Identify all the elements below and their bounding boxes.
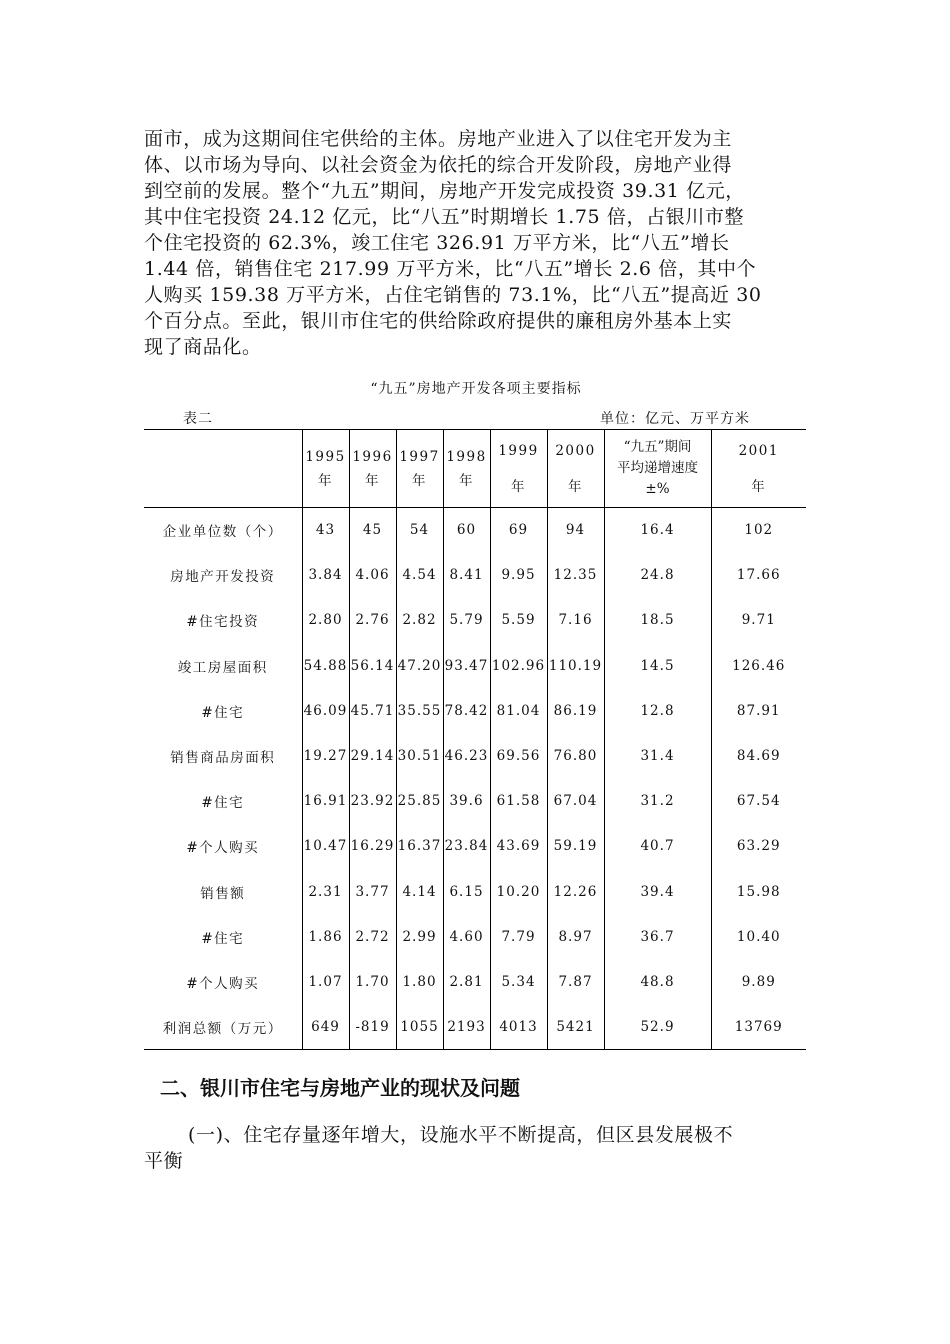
table-cell: 5421 [547, 1005, 604, 1050]
row-label: #住宅 [201, 795, 245, 812]
table-cell: 87.91 [711, 688, 806, 733]
table-cell: 2.82 [396, 598, 443, 643]
table-row [144, 508, 806, 553]
table-cell: 76.80 [547, 733, 604, 778]
table-cell: 1.70 [349, 959, 396, 1004]
table-cell: 5.34 [490, 959, 547, 1004]
row-label: #住宅投资 [186, 614, 260, 631]
table-cell: 17.66 [711, 553, 806, 598]
table-cell: 10.47 [302, 824, 349, 869]
table-cell: 31.4 [604, 733, 711, 778]
table-row [144, 733, 806, 778]
table-cell: 4.60 [443, 914, 490, 959]
table-cell: 48.8 [604, 959, 711, 1004]
table-cell: 36.7 [604, 914, 711, 959]
table-cell: 2.80 [302, 598, 349, 643]
table-cell: 16.29 [349, 824, 396, 869]
text-line: (一)、住宅存量逐年增大，设施水平不断提高，但区县发展极不 [188, 1124, 734, 1146]
table-cell: 39.6 [443, 779, 490, 824]
table-cell: 2.76 [349, 598, 396, 643]
table-row [144, 1005, 806, 1050]
table-cell: 9.89 [711, 959, 806, 1004]
table-cell: 2193 [443, 1005, 490, 1050]
header-year: 1998 [446, 448, 487, 465]
header-year: 2000 [555, 442, 596, 459]
table-cell: 31.2 [604, 779, 711, 824]
table-cell: 1.86 [302, 914, 349, 959]
header-year: 1997 [399, 448, 440, 465]
text-line: 面市，成为这期间住宅供给的主体。房地产业进入了以住宅开发为主 [144, 128, 733, 150]
header-unit: 年 [511, 478, 526, 495]
table-row [144, 824, 806, 869]
header-growth-rate [604, 430, 711, 508]
table-body [144, 508, 806, 1050]
table-cell: 54.88 [302, 643, 349, 688]
table-cell: 15.98 [711, 869, 806, 914]
text-line: 个百分点。至此，银川市住宅的供给除政府提供的廉租房外基本上实 [144, 310, 733, 332]
row-label: #个人购买 [186, 975, 260, 992]
table-cell: 12.35 [547, 553, 604, 598]
header-year: 2001 [738, 442, 779, 459]
table-cell: 18.5 [604, 598, 711, 643]
table-cell: 13769 [711, 1005, 806, 1050]
table-unit: 单位：亿元、万平方米 [600, 411, 750, 427]
table-cell: 67.04 [547, 779, 604, 824]
table-cell: 39.4 [604, 869, 711, 914]
table-cell: 4.14 [396, 869, 443, 914]
table-row [144, 688, 806, 733]
table-cell: 29.14 [349, 733, 396, 778]
header-1997 [396, 430, 443, 508]
table-cell: 1055 [396, 1005, 443, 1050]
table-cell: 110.19 [547, 643, 604, 688]
table-cell: 23.92 [349, 779, 396, 824]
table-cell: 3.77 [349, 869, 396, 914]
table-row [144, 914, 806, 959]
table-cell: 12.8 [604, 688, 711, 733]
header-blank [144, 430, 302, 508]
header-2000 [547, 430, 604, 508]
row-label: #住宅 [201, 704, 245, 721]
table-cell: 86.19 [547, 688, 604, 733]
header-unit: 年 [318, 472, 333, 489]
table-cell: 67.54 [711, 779, 806, 824]
header-year: 1995 [305, 448, 346, 465]
text-line: 其中住宅投资 24.12 亿元，比“八五”时期增长 1.75 倍，占银川市整 [144, 206, 745, 228]
header-1996 [349, 430, 396, 508]
table-cell: 16.37 [396, 824, 443, 869]
text-line: 现了商品化。 [144, 336, 262, 358]
table-cell: 9.95 [490, 553, 547, 598]
table-label: 表二 [183, 411, 213, 427]
table-cell: 1.80 [396, 959, 443, 1004]
header-year: 1996 [352, 448, 393, 465]
header-growth-top: “九五”期间 [623, 439, 692, 455]
table-cell: 69.56 [490, 733, 547, 778]
table-cell: 59.19 [547, 824, 604, 869]
table-row [144, 869, 806, 914]
table-cell: 8.97 [547, 914, 604, 959]
table-cell: 35.55 [396, 688, 443, 733]
table-cell: 16.4 [604, 508, 711, 553]
row-label: 企业单位数（个） [162, 524, 283, 541]
intro-paragraph [144, 126, 808, 360]
row-label: 销售商品房面积 [170, 750, 276, 767]
header-year: 1999 [498, 442, 539, 459]
table-cell: -819 [349, 1005, 396, 1050]
table-cell: 14.5 [604, 643, 711, 688]
table-cell: 6.15 [443, 869, 490, 914]
text-line: 1.44 倍，销售住宅 217.99 万平方米，比“八五”增长 2.6 倍，其中个 [144, 258, 757, 280]
header-unit: 年 [412, 472, 427, 489]
header-1999 [490, 430, 547, 508]
table-cell: 5.79 [443, 598, 490, 643]
table-cell: 45 [349, 508, 396, 553]
row-label: 销售额 [200, 885, 246, 902]
table-cell: 9.71 [711, 598, 806, 643]
table-cell: 81.04 [490, 688, 547, 733]
table-cell: 84.69 [711, 733, 806, 778]
table-cell: 19.27 [302, 733, 349, 778]
table-cell: 5.59 [490, 598, 547, 643]
table-row [144, 553, 806, 598]
table-cell: 649 [302, 1005, 349, 1050]
table-cell: 94 [547, 508, 604, 553]
section-heading: 二、银川市住宅与房地产业的现状及问题 [160, 1076, 520, 1100]
table-cell: 10.40 [711, 914, 806, 959]
table-cell: 2.31 [302, 869, 349, 914]
table-cell: 4013 [490, 1005, 547, 1050]
table-cell: 54 [396, 508, 443, 553]
table-cell: 69 [490, 508, 547, 553]
table-cell: 16.91 [302, 779, 349, 824]
row-label: 竣工房屋面积 [177, 659, 268, 676]
table-cell: 45.71 [349, 688, 396, 733]
row-label: 房地产开发投资 [170, 569, 276, 586]
row-label: #住宅 [201, 930, 245, 947]
table-cell: 60 [443, 508, 490, 553]
table-cell: 7.79 [490, 914, 547, 959]
text-line: 人购买 159.38 万平方米，占住宅销售的 73.1%，比“八五”提高近 30 [144, 284, 762, 306]
table-cell: 126.46 [711, 643, 806, 688]
table-cell: 10.20 [490, 869, 547, 914]
row-label: #个人购买 [186, 840, 260, 857]
table-cell: 1.07 [302, 959, 349, 1004]
table-row [144, 643, 806, 688]
table-cell: 2.99 [396, 914, 443, 959]
header-growth-middle: 平均递增速度 [617, 460, 698, 476]
table-cell: 61.58 [490, 779, 547, 824]
table-cell: 7.16 [547, 598, 604, 643]
header-growth-bottom: ±% [645, 481, 670, 497]
table-cell: 102.96 [490, 643, 547, 688]
table-cell: 30.51 [396, 733, 443, 778]
row-label: 利润总额（万元） [144, 1005, 302, 1050]
table-cell: 63.29 [711, 824, 806, 869]
table-cell: 102 [711, 508, 806, 553]
table-cell: 46.09 [302, 688, 349, 733]
table-cell: 52.9 [604, 1005, 711, 1050]
header-2001 [711, 430, 806, 508]
table-row [144, 598, 806, 643]
header-unit: 年 [459, 472, 474, 489]
table-row [144, 779, 806, 824]
table-cell: 43.69 [490, 824, 547, 869]
table-cell: 56.14 [349, 643, 396, 688]
table-cell: 78.42 [443, 688, 490, 733]
table-cell: 40.7 [604, 824, 711, 869]
table-cell: 43 [302, 508, 349, 553]
header-1995 [302, 430, 349, 508]
table-cell: 3.84 [302, 553, 349, 598]
table-cell: 2.72 [349, 914, 396, 959]
table-cell: 4.06 [349, 553, 396, 598]
table-title: “九五”房地产开发各项主要指标 [370, 381, 582, 397]
table-cell: 47.20 [396, 643, 443, 688]
table-cell: 7.87 [547, 959, 604, 1004]
header-unit: 年 [568, 478, 583, 495]
table-cell: 23.84 [443, 824, 490, 869]
table-header-row [144, 430, 806, 508]
table-cell: 24.8 [604, 553, 711, 598]
table-cell: 46.23 [443, 733, 490, 778]
text-line: 到空前的发展。整个“九五”期间，房地产开发完成投资 39.31 亿元， [144, 180, 745, 202]
text-line: 平衡 [144, 1150, 184, 1172]
text-line: 体、以市场为导向、以社会资金为依托的综合开发阶段，房地产业得 [144, 154, 733, 176]
text-line: 个住宅投资的 62.3%，竣工住宅 326.91 万平方米，比“八五”增长 [144, 232, 730, 254]
header-unit: 年 [365, 472, 380, 489]
header-unit: 年 [751, 478, 767, 495]
table-cell: 8.41 [443, 553, 490, 598]
subsection-paragraph [144, 1122, 808, 1174]
table-cell: 93.47 [443, 643, 490, 688]
table-cell: 4.54 [396, 553, 443, 598]
table-cell: 12.26 [547, 869, 604, 914]
header-1998 [443, 430, 490, 508]
table-row [144, 959, 806, 1004]
stats-table [144, 429, 806, 1050]
table-cell: 2.81 [443, 959, 490, 1004]
table-cell: 25.85 [396, 779, 443, 824]
